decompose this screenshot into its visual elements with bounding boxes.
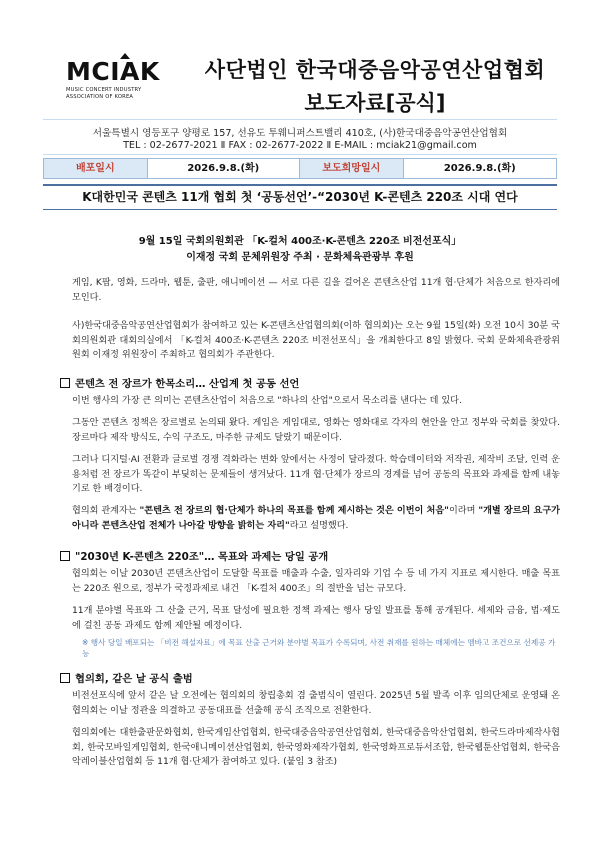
section1-paragraph-3: 그러나 디지털·AI 전환과 글로벌 경쟁 격화라는 변화 앞에서는 사정이 달라졌다. 학습데이터와 저작권, 제작비 조달, 인력 운용처럼 전 장르가 똑같이 부딪히는 문제들이 생겨났다. 11개 협·단체가 장르의 경계를 넘어 공동의 목표와 과제를 함께 내놓기로 한 배경이다. — [72, 455, 560, 495]
release-date-value: 2026.9.8.(화) — [148, 159, 300, 178]
document-type-title: 보도자료[공식] — [304, 91, 446, 115]
logo-subtitle — [66, 87, 166, 100]
quote-ending: 라고 설명했다. — [289, 520, 349, 531]
section1-heading — [60, 375, 560, 390]
section1-quote-paragraph — [72, 504, 560, 533]
mciak-logo — [66, 57, 166, 100]
section3-heading — [60, 670, 560, 685]
quote-bold-1: "콘텐츠 전 장르의 협·단체가 하나의 목표를 함께 제시하는 것은 이번이 처음" — [139, 506, 449, 516]
checkbox-bullet-icon — [60, 673, 70, 683]
quote-middle: 이라며 — [448, 506, 479, 516]
contact-phones: TEL : 02-2677-2021 Ⅱ FAX : 02-2677-2022 Ⅱ E-MAIL : mciak21@gmail.com — [123, 140, 477, 151]
headline: K대한민국 콘텐츠 11개 협회 첫 ‘공동선언’-“2030년 K-콘텐츠 220조 시대 연다 — [43, 184, 557, 210]
logo-wordmark — [66, 57, 166, 86]
section2-paragraph-1: 협의회는 이날 2030년 콘텐츠산업이 도달할 목표를 매출과 수출, 일자리와 기업 수 등 네 가지 지표로 제시한다. 매출 목표는 220조 원으로, 정부가 국정과제로 내건 「K-컬처 400조」의 절반을 넘는 규모다. — [72, 569, 560, 594]
section2-title: "2030년 K-콘텐츠 220조"… 목표와 과제는 당일 공개 — [75, 551, 329, 563]
embargo-date-label: 보도희망일시 — [300, 159, 404, 178]
logo-subtitle-line2: ASSOCIATION OF KOREA — [66, 93, 134, 100]
intro-paragraph-1: 게임, K팝, 영화, 드라마, 웹툰, 출판, 애니메이션 — 서로 다른 길을 걸어온 콘텐츠산업 11개 협·단체가 처음으로 한자리에 모인다. — [72, 278, 560, 303]
section2-paragraph-2: 11개 분야별 목표와 그 산출 근거, 목표 달성에 필요한 정책 과제는 행사 당일 발표를 통해 공개된다. 세제와 금융, 법·제도에 걸친 공동 과제도 함께 제안될 예정이다. — [72, 606, 560, 631]
subheading-host: 이재정 국회 문체위원장 주최 · 문화체육관광부 후원 — [186, 252, 414, 263]
subheading-event: 9월 15일 국회의원회관 「K-컬처 400조·K-콘텐츠 220조 비전선포식」 — [138, 236, 462, 247]
checkbox-bullet-icon — [60, 551, 70, 561]
section3-paragraph-2: 협의회에는 대한출판문화협회, 한국게임산업협회, 한국대중음악공연산업협회, 한국대중음악산업협회, 한국드라마제작사협회, 한국모바일게임협회, 한국애니메이션산업협회, 한국영화제작가협회, 한국영화프로듀서조합, 한국웹툰산업협회, 한국음악레이블산업협회 등 11개 협·단체가 참여하고 있다. (붙임 3 참조) — [72, 728, 560, 768]
release-date-label: 배포일시 — [44, 159, 148, 178]
section1-title: 콘텐츠 전 장르가 한목소리… 산업계 첫 공동 선언 — [75, 378, 300, 390]
quote-bold-2: "개별 장르의 요구가 아니라 콘텐츠산업 전체가 나아갈 방향을 밝히는 자리" — [72, 506, 560, 531]
logo-text: MCIAK — [66, 57, 160, 86]
contact-address: 서울특별시 영등포구 양평로 157, 선유도 투웨니퍼스트밸리 410호, (사)한국대중음악공연산업협회 — [92, 128, 508, 139]
logo-accent-mark — [120, 53, 130, 59]
contact-band — [43, 119, 557, 155]
section3-title: 협의회, 같은 날 공식 출범 — [75, 673, 193, 685]
date-table — [43, 158, 557, 179]
quote-intro: 협의회 관계자는 — [72, 506, 140, 516]
section3-paragraph-1: 비전선포식에 앞서 같은 날 오전에는 협의회의 창립총회 겸 출범식이 열린다. 2025년 5월 발족 이후 임의단체로 운영돼 온 협의회는 이날 정관을 의결하고 공동대표를 선출해 공식 조직으로 전환한다. — [72, 691, 560, 716]
logo-subtitle-line1: MUSIC CONCERT INDUSTRY — [66, 87, 142, 93]
organization-title: 사단법인 한국대중음악공연산업협회 — [204, 58, 546, 82]
section1-paragraph-1: 이번 행사의 가장 큰 의미는 콘텐츠산업이 처음으로 "하나의 산업"으로서 목소리를 낸다는 데 있다. — [72, 396, 462, 406]
section2-heading — [60, 548, 560, 563]
intro-paragraph-2: 사)한국대중음악공연산업협회가 참여하고 있는 K-콘텐츠산업협의회(이하 협의회)는 오는 9월 15일(화) 오전 10시 30분 국회의원회관 대회의실에서 「K-컬처 400조·K-콘텐츠 220조 비전선포식」을 개최한다고 8일 밝혔다. 국회 문화체육관광위원회 이재정 위원장이 주최하고 협의회가 주관한다. — [72, 321, 560, 361]
checkbox-bullet-icon — [60, 378, 70, 388]
section2-note: ※ 행사 당일 배포되는 「비전 해설자료」에 목표 산출 근거와 분야별 목표가 수록되며, 사전 취재를 원하는 매체에는 엠바고 조건으로 선제공 가능 — [82, 638, 556, 658]
embargo-date-value: 2026.9.8.(화) — [443, 163, 516, 174]
section1-paragraph-2: 그동안 콘텐츠 정책은 장르별로 논의돼 왔다. 게임은 게임대로, 영화는 영화대로 각자의 현안을 안고 정부와 국회를 찾았다. 장르마다 제작 방식도, 수익 구조도, 마주한 규제도 달랐기 때문이다. — [72, 418, 560, 443]
